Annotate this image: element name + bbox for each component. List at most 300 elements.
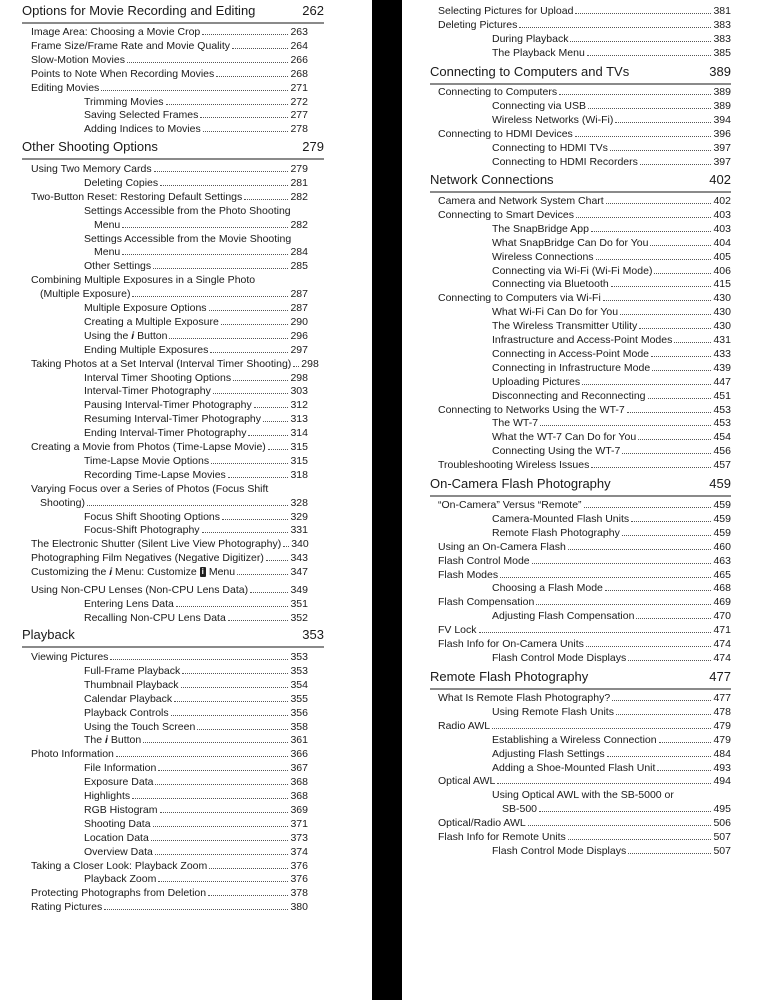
toc-entry[interactable]: [84, 720, 308, 734]
toc-entry-title: SB-500: [502, 803, 538, 816]
toc-entry[interactable]: [31, 747, 308, 761]
toc-entry[interactable]: [492, 46, 731, 60]
toc-entry[interactable]: [84, 412, 308, 426]
toc-entry[interactable]: [31, 81, 308, 95]
toc-page-number: 433: [713, 347, 731, 360]
dot-leader: [603, 300, 712, 301]
toc-entry-title: Interval-Timer Photography: [84, 385, 211, 398]
toc-page-number: 373: [290, 831, 308, 844]
toc-page-number: 356: [290, 706, 308, 719]
toc-page-number: 397: [713, 155, 731, 168]
toc-entry[interactable]: [438, 291, 731, 305]
dot-leader: [158, 881, 288, 882]
toc-entry-title: Photo Information: [31, 748, 114, 761]
toc-entry-title: During Playback: [492, 32, 569, 45]
toc-entry[interactable]: [438, 691, 731, 705]
toc-entry-title: Connecting in Infrastructure Mode: [492, 361, 651, 374]
toc-entry[interactable]: [84, 468, 308, 482]
toc-page-number: 469: [713, 596, 731, 609]
toc-entry-title: The Electronic Shutter (Silent Live View Photography): [31, 538, 282, 551]
toc-entry[interactable]: [31, 190, 308, 204]
toc-page-number: 331: [290, 524, 308, 537]
toc-page-number: 403: [713, 208, 731, 221]
toc-page-number: 287: [290, 302, 308, 314]
section-heading[interactable]: [430, 64, 731, 85]
toc-entry[interactable]: [492, 389, 731, 403]
dot-leader: [211, 463, 288, 464]
toc-entry[interactable]: [492, 141, 731, 155]
dot-leader: [568, 839, 712, 840]
toc-page-number: 459: [713, 526, 731, 539]
toc-entry-title: Two-Button Reset: Restoring Default Settings: [31, 190, 243, 203]
dot-leader: [228, 620, 289, 621]
toc-entry-title: RGB Histogram: [84, 803, 158, 816]
toc-entry[interactable]: [492, 844, 731, 858]
toc-entry-title: Full-Frame Playback: [84, 664, 181, 677]
toc-page-number: 397: [713, 141, 731, 154]
toc-entry[interactable]: [84, 398, 308, 412]
toc-page-number: 403: [713, 222, 731, 235]
dot-leader: [575, 13, 711, 14]
toc-page-number: 361: [290, 734, 308, 747]
toc-entry[interactable]: [492, 347, 731, 361]
toc-entry[interactable]: [84, 315, 308, 329]
toc-entry[interactable]: [492, 733, 731, 747]
dot-leader: [228, 477, 289, 478]
dot-leader: [636, 618, 711, 619]
toc-entry-title: Flash Info for On-Camera Units: [438, 638, 584, 650]
toc-entry[interactable]: [438, 719, 731, 733]
toc-entry-title: Connecting in Access-Point Mode: [492, 347, 650, 360]
toc-entry[interactable]: [31, 886, 308, 900]
toc-entry[interactable]: [492, 788, 731, 802]
section-title: Other Shooting Options: [22, 139, 158, 154]
dot-leader: [200, 117, 288, 118]
toc-page-number: 287: [290, 288, 308, 301]
toc-page-number: 459: [713, 499, 731, 511]
toc-page-number: 402: [713, 195, 731, 207]
toc-entry[interactable]: [438, 637, 731, 651]
toc-page-number: 463: [713, 554, 731, 567]
toc-page-number: 282: [290, 190, 308, 203]
dot-leader: [622, 535, 712, 536]
dot-leader: [160, 185, 288, 186]
toc-entry[interactable]: [438, 830, 731, 844]
toc-entry-title: Flash Control Mode Displays: [492, 651, 627, 664]
toc-page-number: 405: [713, 250, 731, 263]
toc-entry-title: Flash Control Mode: [438, 554, 530, 567]
toc-entry[interactable]: [438, 540, 731, 554]
toc-entry[interactable]: [438, 595, 731, 609]
toc-entry[interactable]: [84, 706, 308, 720]
toc-entry-title: Camera and Network System Chart: [438, 195, 604, 207]
toc-page-number: 371: [290, 817, 308, 830]
toc-entry-title: Recalling Non-CPU Lens Data: [84, 611, 226, 624]
dot-leader: [158, 770, 288, 771]
toc-entry-title: Adjusting Flash Settings: [492, 747, 605, 760]
page-gutter: [372, 0, 402, 1000]
toc-entry[interactable]: [94, 218, 308, 232]
dot-leader: [651, 356, 711, 357]
toc-entry[interactable]: [31, 551, 308, 565]
toc-entry-title: Adjusting Flash Compensation: [492, 610, 635, 623]
toc-entry[interactable]: [492, 222, 731, 236]
toc-entry-title: Establishing a Wireless Connection: [492, 733, 657, 746]
dot-leader: [582, 384, 711, 385]
dot-leader: [197, 729, 288, 730]
toc-entry[interactable]: [438, 85, 731, 99]
toc-entry[interactable]: [492, 155, 731, 169]
toc-entry[interactable]: [84, 597, 308, 611]
dot-leader: [588, 108, 712, 109]
toc-entry-title: What the WT-7 Can Do for You: [492, 431, 637, 444]
toc-entry[interactable]: [492, 430, 731, 444]
toc-entry[interactable]: [84, 664, 308, 678]
toc-page-number: 478: [713, 705, 731, 718]
toc-entry[interactable]: [84, 611, 308, 625]
dot-leader: [622, 453, 711, 454]
toc-entry[interactable]: [40, 496, 308, 510]
toc-entry[interactable]: [84, 301, 308, 315]
toc-page-number: 352: [290, 611, 308, 624]
toc-page-number: 282: [290, 218, 308, 231]
toc-entry-title: Adding Indices to Movies: [84, 123, 201, 136]
toc-entry[interactable]: [438, 458, 731, 472]
dot-leader: [232, 48, 288, 49]
toc-entry[interactable]: [438, 4, 731, 18]
dot-leader: [244, 199, 288, 200]
toc-page-number: 376: [290, 873, 308, 886]
toc-entry[interactable]: [438, 127, 731, 141]
toc-entry[interactable]: [31, 39, 308, 53]
toc-entry[interactable]: [492, 512, 731, 526]
toc-entry[interactable]: [492, 651, 731, 665]
toc-entry-title: Ending Interval-Timer Photography: [84, 427, 247, 440]
toc-page-number: 394: [713, 113, 731, 126]
dot-leader: [122, 227, 288, 228]
toc-entry[interactable]: [84, 775, 308, 789]
toc-entry[interactable]: [492, 277, 731, 291]
toc-entry[interactable]: [84, 845, 308, 859]
toc-entry-title: Using the Touch Screen: [84, 720, 196, 733]
section-heading[interactable]: [430, 172, 731, 193]
toc-entry[interactable]: [438, 816, 731, 830]
dot-leader: [628, 660, 711, 661]
dot-leader: [160, 812, 289, 813]
toc-page-number: 368: [290, 790, 308, 802]
toc-entry-title: The i Button: [84, 734, 142, 747]
toc-entry[interactable]: [492, 526, 731, 540]
toc-page-number: 284: [290, 246, 308, 259]
toc-entry[interactable]: [84, 122, 308, 136]
toc-entry[interactable]: [84, 761, 308, 775]
toc-entry[interactable]: [84, 789, 308, 803]
toc-entry[interactable]: [84, 872, 308, 886]
toc-entry-title: Varying Focus over a Series of Photos (Focus Shift: [31, 482, 269, 495]
toc-entry-title: Focus-Shift Photography: [84, 524, 200, 537]
dot-leader: [151, 840, 289, 841]
toc-page-number: 459: [713, 512, 731, 525]
toc-entry[interactable]: [492, 375, 731, 389]
toc-page-number: 298: [301, 357, 319, 370]
toc-page-number: 404: [713, 236, 731, 249]
toc-entry[interactable]: [492, 250, 731, 264]
toc-page-number: 278: [290, 123, 308, 136]
toc-entry[interactable]: [84, 692, 308, 706]
toc-entry[interactable]: [31, 650, 308, 664]
toc-entry[interactable]: [84, 384, 308, 398]
section-title: Network Connections: [430, 172, 554, 187]
toc-page-number: 355: [290, 692, 308, 705]
toc-entry[interactable]: [492, 747, 731, 761]
toc-entry[interactable]: [94, 245, 308, 259]
toc-entry[interactable]: [84, 95, 308, 109]
toc-entry[interactable]: [84, 371, 308, 385]
dot-leader: [293, 366, 299, 367]
toc-page-number: 272: [290, 95, 308, 108]
dot-leader: [268, 449, 289, 450]
toc-entry[interactable]: [492, 236, 731, 250]
toc-entry-title: Infrastructure and Access-Point Modes: [492, 334, 673, 346]
dot-leader: [153, 826, 289, 827]
toc-entry[interactable]: [31, 67, 308, 81]
toc-page-number: 353: [290, 664, 308, 677]
toc-page-number: 353: [290, 651, 308, 663]
toc-entry[interactable]: [84, 108, 308, 122]
dot-leader: [209, 310, 289, 311]
toc-entry[interactable]: [492, 319, 731, 333]
toc-entry-title: Recording Time-Lapse Movies: [84, 468, 226, 481]
toc-entry-title: What Is Remote Flash Photography?: [438, 692, 611, 704]
toc-page-number: 415: [713, 278, 731, 291]
toc-entry[interactable]: [84, 232, 308, 246]
toc-page-number: 484: [713, 747, 731, 760]
toc-entry-title: Focus Shift Shooting Options: [84, 510, 220, 523]
dot-leader: [266, 560, 289, 561]
toc-entry-title: Connecting to Computers: [438, 86, 558, 98]
toc-entry[interactable]: [31, 583, 308, 597]
toc-entry[interactable]: [438, 774, 731, 788]
toc-entry[interactable]: [438, 568, 731, 582]
toc-entry-title: Using Remote Flash Units: [492, 705, 614, 718]
dot-leader: [605, 590, 712, 591]
toc-page-number: 349: [290, 584, 308, 596]
toc-entry[interactable]: [438, 498, 731, 512]
toc-page-number: 312: [290, 399, 308, 412]
toc-entry[interactable]: [84, 678, 308, 692]
toc-page-number: 328: [290, 496, 308, 509]
toc-entry-title: (Multiple Exposure): [40, 288, 131, 301]
dot-leader: [659, 742, 712, 743]
section-heading[interactable]: [430, 669, 731, 690]
toc-entry[interactable]: [438, 18, 731, 32]
toc-entry-title: Optical/Radio AWL: [438, 817, 526, 830]
toc-entry-title: Wireless Connections: [492, 250, 594, 263]
toc-entry[interactable]: [84, 523, 308, 537]
section-heading[interactable]: [22, 139, 324, 160]
toc-entry[interactable]: [31, 357, 319, 371]
dot-leader: [627, 412, 712, 413]
dot-leader: [127, 62, 289, 63]
dot-leader: [591, 231, 712, 232]
toc-entry-title: Pausing Interval-Timer Photography: [84, 399, 252, 412]
toc-entry[interactable]: [31, 273, 308, 287]
toc-entry-title: Deleting Copies: [84, 176, 159, 189]
toc-entry[interactable]: [84, 831, 308, 845]
dot-leader: [640, 164, 712, 165]
toc-page-number: 430: [713, 306, 731, 319]
toc-entry[interactable]: [438, 623, 731, 637]
toc-entry-title: What SnapBridge Can Do for You: [492, 236, 649, 249]
toc-entry[interactable]: [438, 194, 731, 208]
dot-leader: [616, 714, 712, 715]
toc-page-number: 347: [290, 566, 308, 579]
toc-entry[interactable]: [492, 113, 731, 127]
dot-leader: [575, 136, 712, 137]
section-heading[interactable]: [22, 627, 324, 648]
toc-entry[interactable]: [492, 32, 731, 46]
toc-entry-title: Highlights: [84, 790, 131, 802]
toc-page-number: 454: [713, 431, 731, 444]
toc-entry-title: Time-Lapse Movie Options: [84, 454, 210, 467]
toc-entry-title: Connecting via Bluetooth: [492, 278, 609, 291]
toc-entry-title: Radio AWL: [438, 719, 491, 732]
toc-entry-title: Connecting to HDMI TVs: [492, 141, 608, 154]
toc-entry[interactable]: [31, 859, 308, 873]
toc-page-number: 507: [713, 831, 731, 843]
dot-leader: [559, 94, 711, 95]
dot-leader: [492, 728, 711, 729]
toc-page-number: 281: [290, 176, 308, 189]
toc-entry-title: Camera-Mounted Flash Units: [492, 512, 630, 525]
toc-entry-title: Flash Modes: [438, 568, 499, 581]
dot-leader: [591, 467, 711, 468]
toc-entry[interactable]: [492, 609, 731, 623]
dot-leader: [132, 296, 288, 297]
toc-entry-title: FV Lock: [438, 624, 477, 637]
toc-entry[interactable]: [492, 99, 731, 113]
toc-page-number: 343: [290, 552, 308, 565]
toc-page-number: 431: [713, 334, 731, 346]
toc-entry[interactable]: [84, 454, 308, 468]
toc-entry-title: Using Non-CPU Lenses (Non-CPU Lens Data): [31, 584, 249, 596]
toc-page-number: 457: [713, 459, 731, 472]
dot-leader: [250, 592, 288, 593]
toc-entry[interactable]: [84, 803, 308, 817]
toc-entry[interactable]: [84, 259, 308, 273]
section-heading[interactable]: [430, 476, 731, 497]
section-heading[interactable]: [22, 3, 324, 24]
toc-entry[interactable]: [84, 817, 308, 831]
toc-entry-title: Taking a Closer Look: Playback Zoom: [31, 859, 208, 872]
toc-entry-title: Shooting Data: [84, 817, 151, 830]
dot-leader: [209, 868, 288, 869]
dot-leader: [528, 825, 712, 826]
toc-page-number: 389: [713, 99, 731, 112]
toc-entry[interactable]: [438, 208, 731, 222]
toc-entry-title: Connecting to Smart Devices: [438, 208, 574, 221]
section-page-number: 262: [302, 3, 324, 18]
toc-entry-title: Calendar Playback: [84, 692, 173, 705]
toc-entry[interactable]: [31, 565, 308, 579]
toc-entry[interactable]: [31, 440, 308, 454]
toc-entry-title: Viewing Pictures: [31, 651, 109, 663]
dot-leader: [154, 171, 289, 172]
toc-entry[interactable]: [31, 53, 308, 67]
toc-page-number: 279: [290, 163, 308, 175]
toc-page-number: 351: [290, 597, 308, 610]
toc-entry-title: Settings Accessible from the Movie Shooting: [84, 232, 292, 245]
toc-entry[interactable]: [502, 802, 731, 816]
toc-entry[interactable]: [84, 510, 308, 524]
toc-entry[interactable]: [31, 900, 308, 914]
toc-page-number: 313: [290, 413, 308, 426]
toc-entry-title: Choosing a Flash Mode: [492, 582, 603, 595]
toc-page-number: 381: [713, 5, 731, 17]
section-title: On-Camera Flash Photography: [430, 476, 611, 491]
section-page-number: 402: [709, 172, 731, 187]
toc-entry[interactable]: [492, 416, 731, 430]
toc-page-number: 298: [290, 371, 308, 384]
toc-page-number: 383: [713, 18, 731, 31]
dot-leader: [203, 131, 289, 132]
toc-entry[interactable]: [84, 343, 308, 357]
toc-entry-title: Rating Pictures: [31, 901, 103, 914]
dot-leader: [202, 532, 289, 533]
dot-leader: [479, 632, 712, 633]
toc-entry[interactable]: [31, 25, 308, 39]
toc-entry[interactable]: [84, 329, 308, 343]
toc-page-number: 366: [290, 748, 308, 761]
toc-entry[interactable]: [438, 554, 731, 568]
toc-entry[interactable]: [40, 287, 308, 301]
toc-entry[interactable]: [84, 204, 308, 218]
toc-entry[interactable]: [492, 361, 731, 375]
toc-page-number: 493: [713, 761, 731, 774]
toc-entry-title: Frame Size/Frame Rate and Movie Quality: [31, 39, 230, 52]
dot-leader: [596, 259, 712, 260]
toc-entry[interactable]: [31, 537, 308, 551]
toc-page-number: 367: [290, 762, 308, 775]
toc-entry[interactable]: [492, 444, 731, 458]
toc-page-number: 303: [290, 385, 308, 398]
toc-page-number: 383: [713, 32, 731, 45]
toc-entry-title: Editing Movies: [31, 81, 100, 94]
toc-entry[interactable]: [492, 305, 731, 319]
toc-page-number: 447: [713, 375, 731, 388]
toc-entry[interactable]: [492, 761, 731, 775]
toc-entry[interactable]: [84, 176, 308, 190]
toc-entry[interactable]: [492, 705, 731, 719]
toc-page-number: 430: [713, 292, 731, 305]
toc-entry[interactable]: [492, 581, 731, 595]
toc-page-number: 471: [713, 624, 731, 637]
toc-entry[interactable]: [84, 733, 308, 747]
toc-entry[interactable]: [438, 403, 731, 417]
toc-entry-title: Combining Multiple Exposures in a Single Photo: [31, 274, 256, 287]
toc-entry[interactable]: [492, 264, 731, 278]
section-page-number: 477: [709, 669, 731, 684]
dot-leader: [254, 407, 289, 408]
toc-entry-title: Saving Selected Frames: [84, 109, 199, 122]
toc-entry[interactable]: [84, 426, 308, 440]
toc-entry[interactable]: [492, 333, 731, 347]
toc-entry-title: The WT-7: [492, 417, 539, 430]
toc-entry[interactable]: [31, 162, 308, 176]
toc-entry[interactable]: [31, 482, 308, 496]
toc-page-number: 477: [713, 692, 731, 704]
dot-leader: [652, 370, 711, 371]
